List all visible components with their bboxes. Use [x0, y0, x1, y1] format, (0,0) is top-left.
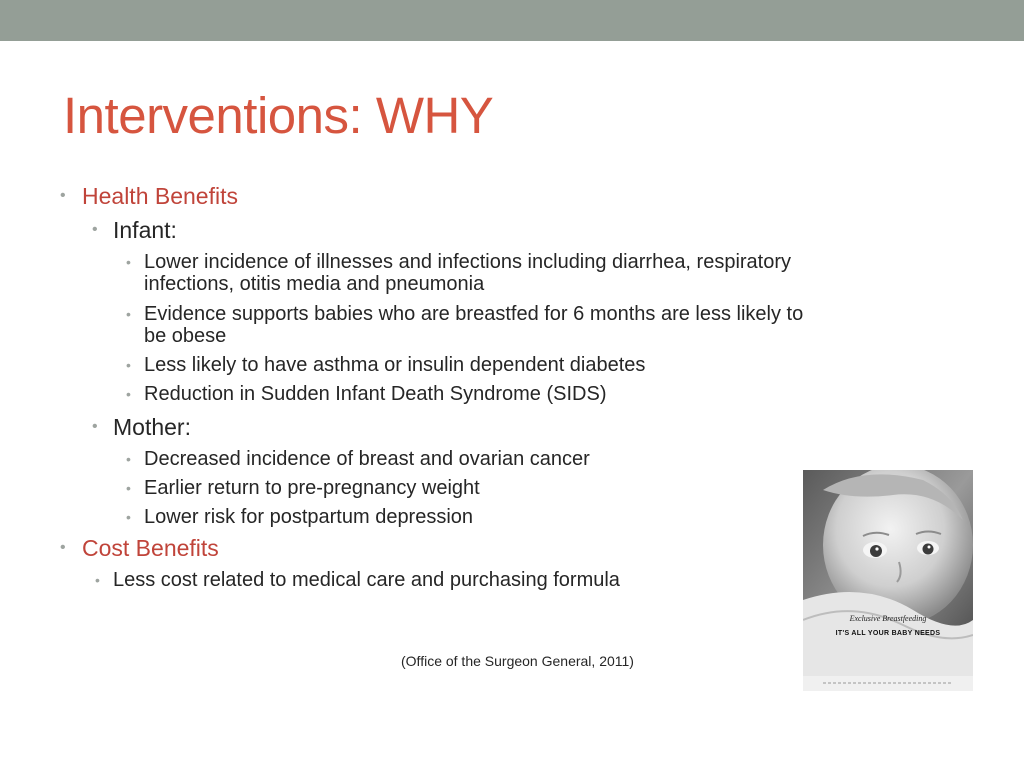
baby-poster-image	[803, 470, 973, 691]
bullet-infant-item	[126, 251, 792, 273]
bullet-infant-item	[126, 303, 804, 325]
bullet-dot: •	[126, 480, 131, 496]
bullet-cost-benefits	[60, 535, 219, 561]
bullet-mother	[92, 414, 191, 440]
bullet-infant-item	[126, 354, 646, 376]
bullet-text: Mother:	[113, 414, 191, 440]
bullet-dot: •	[60, 539, 66, 556]
bullet-text: Earlier return to pre-pregnancy weight	[144, 477, 480, 499]
bullet-dot: •	[126, 386, 131, 402]
bullet-infant-item-continuation	[144, 325, 226, 347]
bullet-dot: •	[126, 254, 131, 270]
bullet-text: Lower incidence of illnesses and infections including diarrhea, respiratory	[144, 251, 792, 273]
citation: (Office of the Surgeon General, 2011)	[401, 653, 634, 669]
baby-photo-illustration	[803, 470, 973, 691]
bullet-text: Health Benefits	[82, 183, 238, 209]
bullet-dot: •	[126, 306, 131, 322]
bullet-infant-item-continuation	[144, 273, 484, 295]
bullet-text: Less likely to have asthma or insulin dependent diabetes	[144, 354, 646, 376]
bullet-health-benefits	[60, 183, 238, 209]
bullet-dot: •	[126, 509, 131, 525]
bullet-text: be obese	[144, 325, 227, 347]
bullet-infant	[92, 217, 177, 243]
bullet-dot: •	[92, 221, 98, 238]
bullet-text: Evidence supports babies who are breastfed for 6 months are less likely to	[144, 303, 804, 325]
bullet-text: Lower risk for postpartum depression	[144, 506, 474, 528]
bullet-dot: •	[95, 572, 100, 588]
bullet-text: Reduction in Sudden Infant Death Syndrome (SIDS)	[144, 383, 607, 405]
poster-caption-line1: Exclusive Breastfeeding	[849, 614, 927, 623]
bullet-text: Less cost related to medical care and purchasing formula	[113, 569, 620, 591]
bullet-dot: •	[126, 451, 131, 467]
slide-title: Interventions: WHY	[63, 87, 494, 144]
bullet-dot: •	[92, 418, 98, 435]
bullet-text: Infant:	[113, 217, 177, 243]
bullet-infant-item	[126, 383, 607, 405]
bullet-text: Decreased incidence of breast and ovarian cancer	[144, 448, 590, 470]
bullet-mother-item	[126, 506, 474, 528]
bullet-mother-item	[126, 477, 480, 499]
bullet-text: Cost Benefits	[82, 535, 219, 561]
bullet-dot: •	[126, 357, 131, 373]
bullet-cost-item	[95, 569, 620, 591]
poster-caption-line2: IT'S ALL YOUR BABY NEEDS	[835, 630, 941, 637]
bullet-text: infections, otitis media and pneumonia	[144, 273, 485, 295]
bullet-dot: •	[60, 187, 66, 204]
bullet-mother-item	[126, 448, 590, 470]
